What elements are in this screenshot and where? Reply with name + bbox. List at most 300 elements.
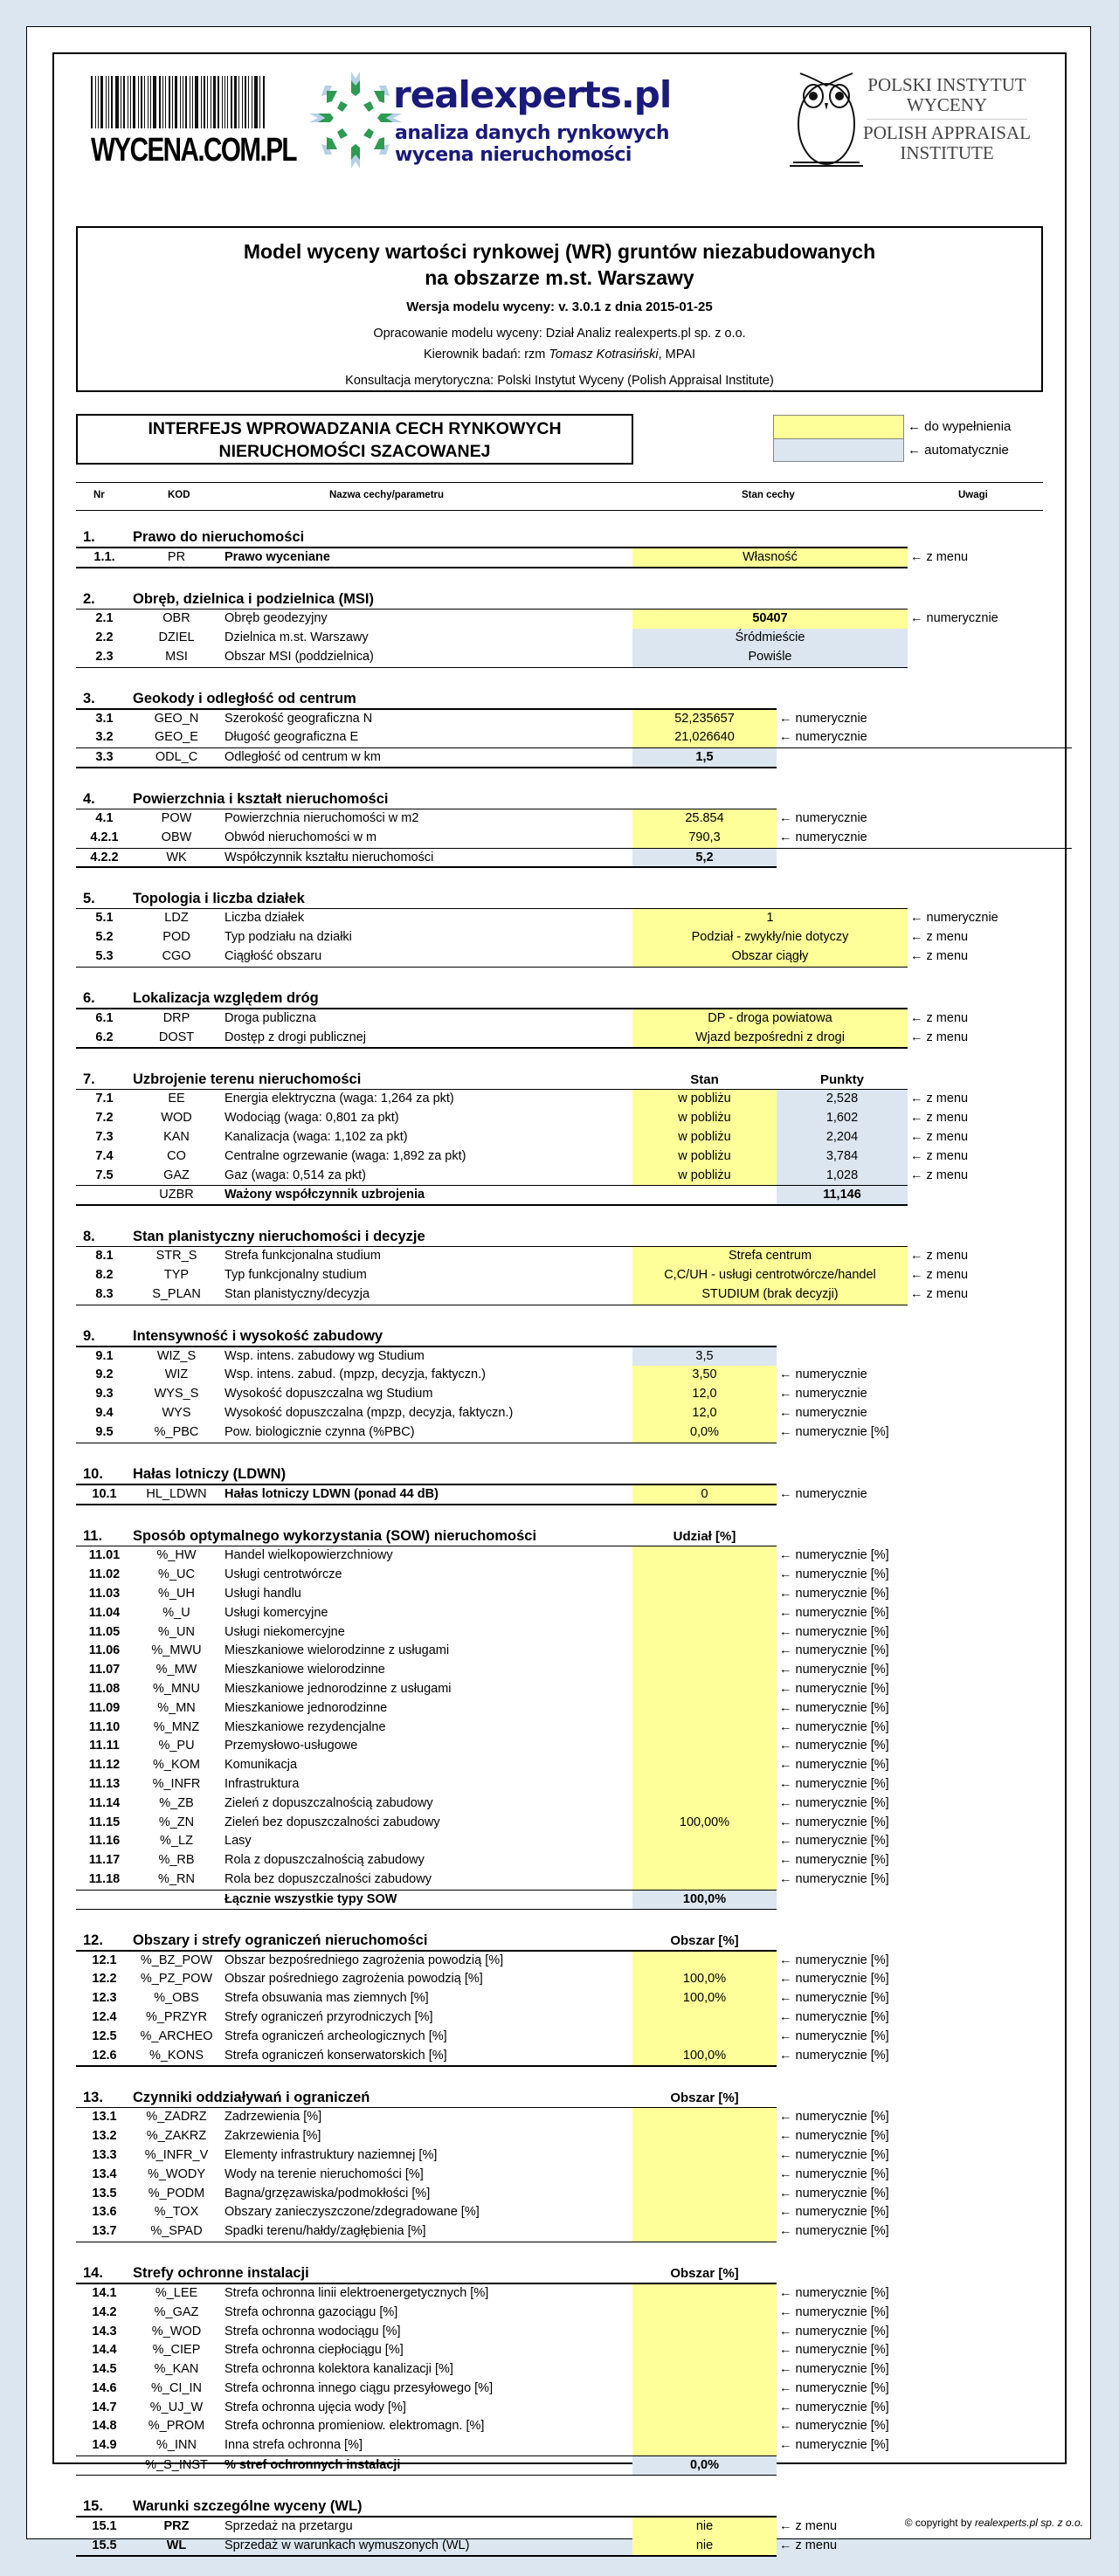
row-name: Strefa ochronna gazociągu [%] — [224, 2304, 398, 2319]
value-input[interactable]: 25.854 — [632, 809, 777, 829]
table-row — [76, 2284, 1072, 2304]
total-code: %_S_INST — [145, 2458, 208, 2473]
barcode-bar — [115, 76, 119, 128]
row-note: ← numerycznie [%] — [779, 1424, 889, 1439]
barcode-bar — [123, 76, 125, 128]
row-note: ← numerycznie [%] — [779, 1567, 889, 1582]
value-input[interactable] — [632, 2341, 777, 2360]
value-input[interactable] — [632, 1699, 777, 1718]
row-note: ← numerycznie [%] — [779, 1758, 889, 1773]
row-note: ← numerycznie [%] — [779, 1587, 889, 1601]
value-input[interactable] — [632, 1566, 777, 1585]
row-note: ← numerycznie [%] — [779, 1663, 889, 1677]
row-note: ← numerycznie [%] — [779, 2419, 889, 2434]
value-input[interactable] — [632, 2127, 777, 2146]
section-number: 6. — [83, 990, 95, 1007]
table-row — [76, 1247, 1072, 1266]
section-header — [76, 2495, 1072, 2516]
barcode-bar — [259, 76, 260, 128]
row-name: Gaz (waga: 0,514 za pkt) — [224, 1167, 366, 1182]
value-input[interactable] — [632, 1756, 777, 1775]
value-input[interactable]: Wjazd bezpośredni z drogi — [632, 1029, 908, 1048]
row-note: ← z menu — [910, 1286, 969, 1301]
value-input[interactable] — [632, 1623, 777, 1643]
research-lead — [78, 348, 1041, 362]
total-value: 11,146 — [777, 1186, 908, 1204]
row-note: ← numerycznie [%] — [779, 1719, 889, 1734]
value-input[interactable]: 100,0% — [632, 2047, 777, 2066]
row-name: Strefy ograniczeń przyrodniczych [%] — [224, 2009, 433, 2024]
value-input[interactable]: C,C/UH - usługi centrotwórcze/handel — [632, 1266, 908, 1285]
row-code: STR_S — [155, 1249, 197, 1264]
total-value: 0,0% — [632, 2456, 777, 2475]
section-title: Sposób optymalnego wykorzystania (SOW) nieruchomości — [133, 1527, 537, 1544]
section-bottom-rule — [76, 1305, 908, 1306]
barcode-bar — [263, 76, 265, 128]
barcode-bar — [234, 76, 237, 128]
value-input[interactable] — [632, 1680, 777, 1699]
section-title: Obręb, dzielnica i podzielnica (MSI) — [133, 590, 374, 607]
barcode-bar — [141, 76, 142, 128]
row-note: ← numerycznie — [779, 730, 867, 745]
row-number: 13.6 — [92, 2205, 117, 2220]
table-row — [76, 2028, 1072, 2047]
value-input[interactable]: Strefa centrum — [632, 1247, 908, 1266]
value-input[interactable] — [632, 2304, 777, 2323]
section-title: Obszary i strefy ograniczeń nieruchomości — [133, 1932, 428, 1949]
row-number: 11.15 — [88, 1815, 121, 1829]
value-input[interactable]: nie — [632, 2517, 777, 2537]
points-value: 1,028 — [777, 1167, 908, 1186]
value-input[interactable] — [632, 2436, 777, 2455]
value-input[interactable]: 100,0% — [632, 1989, 777, 2008]
table-row — [76, 710, 1072, 729]
row-name: Obwód nieruchomości w m — [224, 830, 377, 844]
section-5 — [76, 887, 1072, 968]
row-name: Strefa obsuwania mas ziemnych [%] — [224, 1991, 429, 2006]
research-lead-prefix: Kierownik badań: rzm — [423, 348, 549, 362]
row-number: 12.5 — [92, 2028, 117, 2043]
table-row — [76, 1737, 1072, 1756]
column-value: Stan cechy — [742, 490, 795, 500]
value-input[interactable] — [632, 2360, 777, 2380]
row-code: %_PROM — [148, 2419, 205, 2434]
row-code: OBW — [161, 830, 192, 844]
table-row — [76, 2222, 1072, 2242]
table-row — [76, 1970, 1072, 1989]
model-title-line-2: na obszarze m.st. Warszawy — [425, 266, 694, 289]
value-input[interactable]: 12,0 — [632, 1404, 777, 1423]
row-name: Obręb geodezyjny — [224, 611, 328, 626]
section-bottom-rule — [76, 1047, 908, 1049]
section-number: 12. — [83, 1932, 103, 1949]
value-input[interactable] — [632, 2284, 777, 2304]
table-row — [76, 2146, 1072, 2166]
row-name: Zakrzewienia [%] — [224, 2129, 321, 2144]
section-10 — [76, 1463, 1072, 1505]
barcode-bar — [248, 76, 249, 128]
owl-icon — [788, 66, 865, 175]
row-note: ← numerycznie [%] — [779, 2400, 889, 2414]
barcode-bar — [111, 76, 113, 128]
row-number: 9.3 — [95, 1387, 114, 1402]
row-number: 14.4 — [92, 2343, 117, 2358]
value-input[interactable] — [632, 2185, 777, 2204]
total-value: 100,0% — [632, 1891, 777, 1909]
row-note: ← z menu — [910, 949, 969, 964]
row-name: Mieszkaniowe jednorodzinne — [224, 1700, 388, 1715]
row-number: 8.3 — [95, 1286, 114, 1301]
section-number: 11. — [83, 1527, 103, 1544]
section-number: 5. — [83, 890, 95, 906]
row-number: 12.1 — [92, 1953, 117, 1967]
interface-title-line-1: INTERFEJS WPROWADZANIA CECH RYNKOWYCH — [148, 419, 562, 438]
value-input[interactable] — [632, 1775, 777, 1794]
table-row — [76, 648, 1072, 667]
realexperts-subtitle-2: wycena nieruchomości — [395, 144, 632, 166]
value-input[interactable] — [632, 2222, 777, 2242]
value-input[interactable]: 0,0% — [632, 1423, 777, 1443]
table-row — [76, 1642, 1072, 1661]
value-input[interactable]: w pobliżu — [632, 1090, 777, 1109]
value-input[interactable]: 0 — [632, 1485, 777, 1505]
row-number: 15.5 — [92, 2538, 117, 2552]
row-number: 13.1 — [92, 2110, 117, 2125]
value-input[interactable] — [632, 1794, 777, 1814]
barcode-bar — [165, 76, 166, 128]
value-input[interactable] — [632, 2028, 777, 2047]
value-input[interactable] — [632, 1832, 777, 1851]
row-code: GEO_E — [155, 730, 198, 745]
row-name: Obszar pośredniego zagrożenia powodzią [%] — [224, 1972, 483, 1987]
row-code: %_ARCHEO — [140, 2028, 213, 2043]
value-input[interactable] — [632, 2108, 777, 2127]
value-input[interactable]: 50407 — [632, 610, 908, 629]
row-name: Kanalizacja (waga: 1,102 za pkt) — [224, 1130, 408, 1145]
row-name: Wysokość dopuszczalna wg Studium — [224, 1387, 433, 1402]
row-note: ← numerycznie [%] — [779, 2186, 889, 2201]
barcode-bar — [98, 76, 99, 128]
row-number: 7.2 — [95, 1111, 114, 1126]
value-input[interactable] — [632, 2417, 777, 2436]
row-name: Handel wielkopowierzchniowy — [224, 1548, 393, 1563]
row-code: %_HW — [156, 1548, 197, 1563]
table-row — [76, 1680, 1072, 1699]
section-bottom-rule — [76, 767, 777, 768]
value-input[interactable] — [632, 2146, 777, 2166]
table-row — [76, 1585, 1072, 1604]
value-input[interactable]: Podział - zwykły/nie dotyczy — [632, 928, 908, 947]
table-row — [76, 2537, 1072, 2556]
value-input[interactable] — [632, 2399, 777, 2418]
table-row — [76, 1794, 1072, 1814]
row-name: Strefa ochronna innego ciągu przesyłowego [%] — [224, 2380, 494, 2395]
row-code: %_KAN — [154, 2362, 199, 2377]
logo-bar — [54, 54, 1065, 203]
value-input[interactable] — [632, 1585, 777, 1604]
value-input[interactable] — [632, 2203, 777, 2222]
value-input[interactable] — [632, 1604, 777, 1623]
section-bottom-rule — [76, 2065, 777, 2067]
section-title: Prawo do nieruchomości — [133, 529, 305, 545]
row-note: ← numerycznie [%] — [779, 2147, 889, 2162]
value-input[interactable] — [632, 1870, 777, 1890]
wycena-logo-text: WYCENA.COM.PL — [91, 132, 296, 169]
row-note: ← z menu — [910, 549, 969, 564]
value-input[interactable] — [632, 2323, 777, 2342]
copyright-company: realexperts.pl sp. z o.o. — [974, 2517, 1083, 2529]
row-number: 8.2 — [95, 1268, 114, 1283]
table-row — [76, 747, 1072, 767]
table-row — [76, 1870, 1072, 1890]
row-note: ← numerycznie [%] — [779, 2304, 889, 2319]
row-note: ← z menu — [910, 1030, 969, 1044]
section-bottom-rule — [76, 1909, 777, 1911]
table-row — [76, 728, 1072, 747]
section-header — [76, 1068, 1072, 1089]
section-number: 15. — [83, 2498, 103, 2515]
table-row — [76, 848, 1072, 867]
table-row — [76, 1814, 1072, 1833]
row-note: ← z menu — [779, 2518, 838, 2533]
row-code: %_MNZ — [153, 1719, 200, 1734]
section-column-header-points: Punkty — [819, 1071, 864, 1087]
row-number: 14.1 — [92, 2285, 117, 2300]
row-note: ← numerycznie — [779, 830, 867, 844]
value-input[interactable] — [632, 1737, 777, 1756]
value-input[interactable]: w pobliżu — [632, 1128, 777, 1147]
row-code: PR — [167, 549, 186, 564]
row-number: 11.17 — [88, 1853, 121, 1868]
row-name: Bagna/grzęzawiska/podmokłości [%] — [224, 2186, 431, 2201]
row-note: ← numerycznie — [779, 1486, 867, 1501]
model-title — [78, 238, 1041, 291]
section-title: Geokody i odległość od centrum — [133, 691, 356, 707]
total-label: Łącznie wszystkie typy SOW — [224, 1891, 397, 1906]
row-code: %_INFR — [152, 1776, 201, 1791]
value-input[interactable]: 100,00% — [632, 1814, 777, 1833]
table-row — [76, 2008, 1072, 2028]
barcode-bar — [150, 76, 151, 128]
section-number: 10. — [83, 1466, 103, 1483]
table-row — [76, 1285, 1072, 1305]
table-row — [76, 629, 1072, 648]
value-auto: 3,5 — [632, 1347, 777, 1367]
barcode-bar — [169, 76, 170, 128]
section-title: Strefy ochronne instalacji — [133, 2265, 309, 2282]
value-input[interactable]: w pobliżu — [632, 1167, 777, 1186]
table-row — [76, 548, 1072, 568]
row-code: %_INFR_V — [144, 2147, 209, 2162]
row-note: ← numerycznie [%] — [779, 2048, 889, 2063]
value-auto: Powiśle — [632, 648, 908, 667]
research-lead-suffix: , MPAI — [658, 348, 696, 362]
column-name: Nazwa cechy/parametru — [329, 490, 445, 500]
value-input[interactable] — [632, 2380, 777, 2399]
row-number: 11.05 — [88, 1624, 121, 1639]
section-number: 14. — [83, 2265, 103, 2282]
legend-fill-label: ← do wypełnienia — [908, 419, 1012, 434]
legend-auto-swatch — [773, 438, 904, 462]
table-row — [76, 1128, 1072, 1147]
value-input[interactable]: 12,0 — [632, 1385, 777, 1404]
table-row — [76, 1775, 1072, 1794]
section-4 — [76, 788, 1072, 868]
row-note: ← numerycznie [%] — [779, 1834, 889, 1849]
row-number: 5.3 — [95, 949, 114, 964]
row-name: Strefa ochronna kolektora kanalizacji [%] — [224, 2362, 453, 2377]
row-code: %_MWU — [151, 1643, 202, 1658]
value-input[interactable] — [632, 2166, 777, 2185]
section-title: Czynniki oddziaływań i ograniczeń — [133, 2089, 370, 2105]
row-note: ← z menu — [910, 1148, 969, 1163]
value-input[interactable]: DP - droga powiatowa — [632, 1009, 908, 1029]
barcode-bar — [201, 76, 202, 128]
row-code: %_ZB — [159, 1795, 194, 1810]
row-note: ← numerycznie [%] — [779, 1953, 889, 1967]
consultation: Konsultacja merytoryczna: Polski Instytut Wyceny (Polish Appraisal Institute) — [345, 374, 774, 388]
row-note: ← numerycznie [%] — [779, 1643, 889, 1658]
total-label: % stref ochronnych instalacji — [224, 2458, 401, 2473]
row-name: Wsp. intens. zabudowy wg Studium — [224, 1348, 425, 1363]
barcode-bar — [218, 76, 219, 128]
section-title: Intensywność i wysokość zabudowy — [133, 1328, 383, 1345]
row-number: 3.1 — [95, 711, 114, 726]
value-input[interactable]: nie — [632, 2537, 777, 2556]
value-input[interactable]: 100,0% — [632, 1970, 777, 1989]
table-row — [76, 928, 1072, 947]
column-notes: Uwagi — [958, 490, 988, 500]
row-code: DOST — [158, 1030, 195, 1044]
value-input[interactable]: Obszar ciągły — [632, 947, 908, 967]
value-input[interactable] — [632, 1661, 777, 1680]
section-header — [76, 2086, 1072, 2107]
row-number: 13.7 — [92, 2224, 117, 2239]
row-name: Elementy infrastruktury naziemnej [%] — [224, 2147, 438, 2162]
row-note: ← numerycznie [%] — [779, 2285, 889, 2300]
row-number: 12.4 — [92, 2009, 117, 2024]
value-input[interactable] — [632, 1952, 777, 1971]
section-bottom-rule — [76, 1504, 777, 1505]
row-code: WIZ_S — [156, 1348, 197, 1363]
row-note: ← numerycznie [%] — [779, 2110, 889, 2125]
row-name: Typ podziału na działki — [224, 930, 352, 945]
row-code: OBR — [162, 611, 190, 626]
value-input[interactable]: 3,50 — [632, 1366, 777, 1385]
row-note: ← numerycznie [%] — [779, 2380, 889, 2395]
legend-auto-label: ← automatycznie — [908, 443, 1009, 458]
value-input[interactable]: w pobliżu — [632, 1147, 777, 1167]
table-row — [76, 1404, 1072, 1423]
row-code: %_PU — [158, 1739, 195, 1753]
section-bottom-rule — [76, 2242, 777, 2243]
row-number: 14.9 — [92, 2438, 117, 2453]
barcode-bar — [231, 76, 232, 128]
legend-fill-swatch — [773, 415, 904, 438]
row-number: 14.6 — [92, 2380, 117, 2395]
value-input[interactable]: 790,3 — [632, 829, 777, 848]
value-input[interactable] — [632, 1642, 777, 1661]
value-input[interactable]: 1 — [632, 909, 908, 928]
table-row — [76, 1029, 1072, 1048]
row-number: 11.14 — [88, 1795, 121, 1810]
row-code: %_ZN — [158, 1815, 195, 1829]
value-input[interactable]: Własność — [632, 548, 908, 568]
total-row — [76, 1185, 908, 1204]
barcode-bar — [95, 76, 96, 128]
row-name: Lasy — [224, 1834, 252, 1849]
row-name: Zieleń bez dopuszczalności zabudowy — [224, 1815, 440, 1829]
section-11 — [76, 1525, 1072, 1910]
copyright — [905, 2517, 1083, 2529]
value-input[interactable] — [632, 1851, 777, 1870]
row-name: Mieszkaniowe rezydencjalne — [224, 1719, 386, 1734]
table-row — [76, 2047, 1072, 2066]
row-name: Droga publiczna — [224, 1010, 316, 1025]
section-bottom-rule — [76, 667, 908, 669]
row-note: ← z menu — [910, 1111, 969, 1126]
barcode-bar — [222, 76, 223, 128]
row-code: POD — [162, 930, 190, 945]
row-name: Usługi niekomercyjne — [224, 1624, 345, 1639]
row-code: EE — [168, 1092, 185, 1106]
table-row — [76, 2399, 1072, 2418]
table-row — [76, 2380, 1072, 2399]
value-input[interactable]: w pobliżu — [632, 1109, 777, 1128]
row-number: 11.11 — [89, 1739, 120, 1753]
section-1 — [76, 526, 1072, 568]
value-input[interactable] — [632, 2008, 777, 2028]
section-title: Stan planistyczny nieruchomości i decyzje — [133, 1228, 425, 1244]
table-row — [76, 809, 1072, 829]
barcode-bar — [242, 76, 243, 128]
value-input[interactable] — [632, 1546, 777, 1566]
row-name: Infrastruktura — [224, 1776, 300, 1791]
section-title: Warunki szczególne wyceny (WL) — [133, 2498, 363, 2515]
table-row — [76, 1952, 1072, 1971]
value-input[interactable] — [632, 1718, 777, 1738]
row-note: ← z menu — [910, 1268, 969, 1283]
barcode-bar — [162, 76, 163, 128]
value-input[interactable]: 21,026640 — [632, 728, 777, 747]
row-code: %_MW — [155, 1663, 197, 1677]
row-name: Centralne ogrzewanie (waga: 1,892 za pkt) — [224, 1148, 466, 1163]
row-code: TYP — [163, 1268, 190, 1283]
row-name: Stan planistyczny/decyzja — [224, 1286, 370, 1301]
row-name: Sprzedaż na przetargu — [224, 2518, 353, 2533]
row-name: Strefa ograniczeń archeologicznych [%] — [224, 2028, 447, 2043]
table-row — [76, 2127, 1072, 2146]
row-number: 13.3 — [92, 2147, 117, 2162]
row-number: 5.1 — [95, 911, 114, 926]
value-input[interactable]: 52,235657 — [632, 710, 777, 729]
row-code: %_INN — [156, 2438, 197, 2453]
value-auto: 5,2 — [632, 849, 777, 867]
prepared-by: Opracowanie modelu wyceny: Dział Analiz realexperts.pl sp. z o.o. — [373, 327, 746, 341]
row-code: WYS — [162, 1406, 191, 1421]
table-row — [76, 1009, 1072, 1029]
table-row — [76, 1167, 1072, 1186]
row-code: %_BZ_POW — [140, 1953, 213, 1967]
barcode-bar — [130, 76, 131, 128]
value-input[interactable]: STUDIUM (brak decyzji) — [632, 1285, 908, 1305]
row-number: 13.5 — [92, 2186, 117, 2201]
row-name: Wodociąg (waga: 0,801 za pkt) — [224, 1111, 399, 1126]
row-number: 7.4 — [95, 1148, 114, 1163]
section-header — [76, 1463, 1072, 1484]
model-title-box — [76, 226, 1043, 392]
row-name: Usługi handlu — [224, 1587, 301, 1601]
